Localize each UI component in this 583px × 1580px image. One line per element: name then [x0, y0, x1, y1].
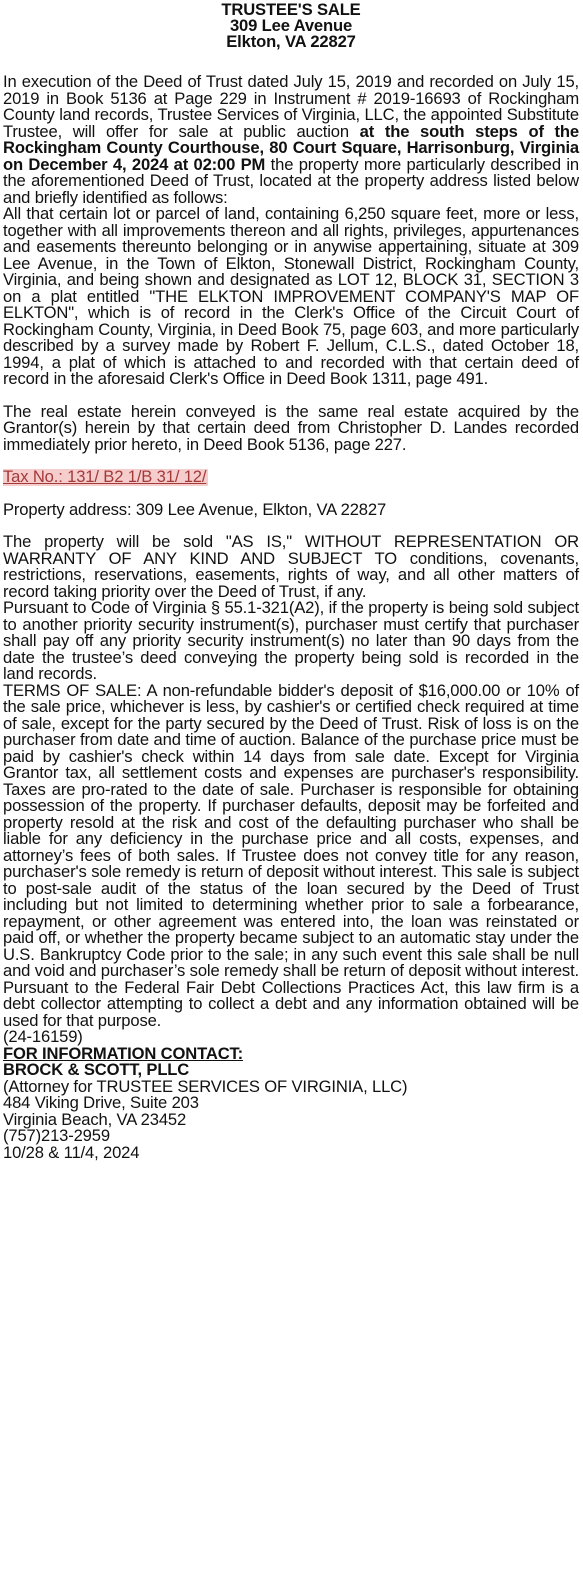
publication-dates: 10/28 & 11/4, 2024 [3, 1142, 140, 1162]
notice-title [3, 2, 579, 50]
terms-of-sale-paragraph: TERMS OF SALE: A non-refundable bidder's deposit of $16,000.00 or 10% of the sale price, whichever is less, by cashier's or certified check required at time of sale, except for the party secured by the Deed of Trust. Risk of loss is on the purchaser from date and time of auction. Balance of the purchase price must be paid by cashier's check within 14 days from sale date. Except for Virginia Grantor tax, all settlement costs and expenses are purchaser's responsibility. Taxes are pro-rated to the date of sale. Purchaser is responsible for obtaining possession of the property. If purchaser defaults, deposit may be forfeited and property resold at the risk and cost of the defaulting purchaser who shall be liable for any deficiency in the purchase price and all costs, expenses, and attorney’s fees of both sales. If Trustee does not convey title for any reason, purchaser's sole remedy is return of deposit without interest. This sale is subject to post-sale audit of the status of the loan secured by the Deed of Trust including but not limited to determining whether prior to sale a forbearance, repayment, or other agreement was entered into, the loan was reinstated or paid off, or whether the property became subject to an automatic stay under the U.S. Bankruptcy Code prior to the sale; in any such event this sale shall be null and void and purchaser’s sole remedy shall be return of deposit without interest. Pursuant to the Federal Fair Debt Collections Practices Act, this law firm is a debt collector attempting to collect a debt and any information obtained will be used for that purpose. [3, 680, 579, 1030]
contact-phone: (757)213-2959 [3, 1126, 110, 1145]
contact-attorney-for: (Attorney for TRUSTEE SERVICES OF VIRGINIA, LLC) [3, 1076, 408, 1096]
property-address-line: Property address: 309 Lee Avenue, Elkton, VA 22827 [3, 499, 387, 519]
title-line-1: TRUSTEE'S SALE [221, 0, 361, 19]
contact-heading: FOR INFORMATION CONTACT: [3, 1043, 244, 1063]
contact-block [3, 1043, 579, 1162]
sale-intro-text: In execution of the Deed of Trust dated July 15, 2019 and recorded on July 15, 2019 in Book 5136 at Page 229 in Instrument # 2019-16693 of Rockingham County land records, Trustee Services of Virginia, LLC, the appointed Substitute Trustee, will offer for sale at public auction [3, 72, 579, 141]
title-line-2: 309 Lee Avenue [229, 16, 353, 35]
tax-number-line [3, 469, 579, 486]
sale-location-bold: at the south steps of the Rockingham County Courthouse, 80 Court Square, Harrisonburg, Virginia on December 4, 2024 at 02:00 PM [3, 121, 579, 174]
property-description-paragraph: All that certain lot or parcel of land, containing 6,250 square feet, more or less, together with all improvements thereon and all rights, privileges, appurtenances and easements thereunto belonging or in anywise appertaining, situate at 309 Lee Avenue, in the Town of Elkton, Stonewall District, Rockingham County, Virginia, and being shown and designated as LOT 12, BLOCK 31, SECTION 3 on a plat entitled "THE ELKTON IMPROVEMENT COMPANY'S MAP OF ELKTON", which is of record in the Clerk's Office of the Circuit Court of Rockingham County, Virginia, in Deed Book 75, page 603, and more particularly described by a survey made by Robert F. Jellum, C.L.S., dated October 18, 1994, a plat of which is attached to and recorded with that certain deed of record in the aforesaid Clerk's Office in Deed Book 1311, page 491. [3, 204, 579, 388]
contact-street: 484 Viking Drive, Suite 203 [3, 1093, 199, 1112]
contact-firm-name: BROCK & SCOTT, PLLC [3, 1060, 190, 1079]
sale-intro-continuation: the property more particularly described in the aforementioned Deed of Trust, located at the property address listed below and briefly identified as follows: [3, 154, 579, 207]
tax-number-link[interactable]: Tax No.: 131/ B2 1/B 31/ 12/ [3, 467, 207, 486]
title-line-3: Elkton, VA 22827 [226, 32, 356, 51]
deed-reference-paragraph: The real estate herein conveyed is the same real estate acquired by the Grantor(s) herein by that certain deed from Christopher D. Landes recorded immediately prior hereto, in Deed Book 5136, page 227. [3, 401, 579, 454]
as-is-paragraph: The property will be sold "AS IS," WITHOUT REPRESENTATION OR WARRANTY OF ANY KIND AND SUBJECT TO conditions, covenants, restrictions, reservations, easements, rights of way, and all other matters of record taking priority over the Deed of Trust, if any. [3, 532, 579, 601]
file-number: (24-16159) [3, 1027, 83, 1046]
contact-city: Virginia Beach, VA 23452 [3, 1109, 187, 1129]
code-of-virginia-paragraph: Pursuant to Code of Virginia § 55.1-321(A2), if the property is being sold subject to another priority security instrument(s), purchaser must certify that purchaser shall pay off any priority security instrument(s) no later than 90 days from the date the trustee’s deed conveying the property being sold is recorded in the land records. [3, 598, 579, 683]
sale-intro-paragraph [3, 74, 579, 206]
